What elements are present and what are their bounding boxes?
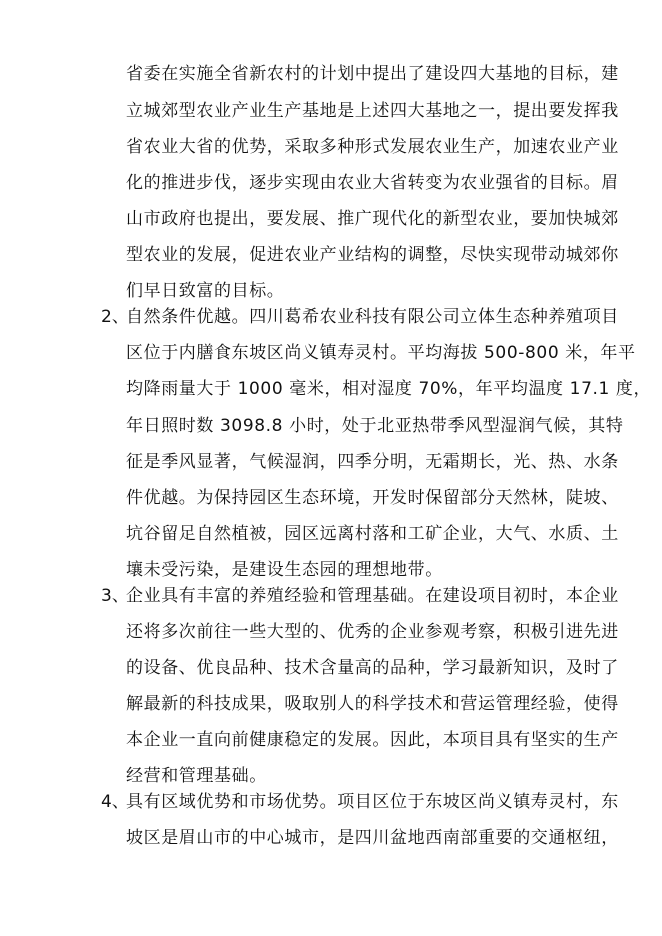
intro-line-4: 化的推进步伐，逐步实现由农业大省转变为农业强省的目标。眉 xyxy=(126,173,619,193)
item-2-line-6: 件优越。为保持园区生态环境，开发时保留部分天然林，陡坡、 xyxy=(126,488,619,508)
item-2-line-5: 征是季风显著，气候湿润，四季分明，无霜期长，光、热、水条 xyxy=(126,452,619,472)
item-2-line-1: 自然条件优越。四川葛希农业科技有限公司立体生态种养殖项目 xyxy=(126,307,619,327)
item-3-line-6: 经营和管理基础。 xyxy=(126,766,267,786)
item-3-line-1: 企业具有丰富的养殖经验和管理基础。在建设项目初时，本企业 xyxy=(126,586,619,606)
item-3-line-4: 解最新的科技成果，吸取别人的科学技术和营运管理经验，使得 xyxy=(126,694,619,714)
intro-line-2: 立城郊型农业产业生产基地是上述四大基地之一，提出要发挥我 xyxy=(126,101,619,121)
item-4-line-1: 具有区域优势和市场优势。项目区位于东坡区尚义镇寿灵村，东 xyxy=(126,792,619,812)
item-3-line-3: 的设备、优良品种、技术含量高的品种，学习最新知识，及时了 xyxy=(126,658,619,678)
item-2-line-7: 坑谷留足自然植被，园区远离村落和工矿企业，大气、水质、土 xyxy=(126,524,619,544)
item-3-line-2: 还将多次前往一些大型的、优秀的企业参观考察，积极引进先进 xyxy=(126,622,619,642)
item-2-number: 2、 xyxy=(101,307,129,327)
item-2-line-8: 壤未受污染，是建设生态园的理想地带。 xyxy=(126,560,443,580)
item-2-line-4: 年日照时数 3098.8 小时，处于北亚热带季风型湿润气候，其特 xyxy=(126,416,624,436)
item-2-line-2: 区位于内膳食东坡区尚义镇寿灵村。平均海拔 500-800 米，年平 xyxy=(126,343,636,363)
item-2-line-3: 均降雨量大于 1000 毫米，相对湿度 70%，年平均温度 17.1 度， xyxy=(126,379,652,399)
intro-line-5: 山市政府也提出，要发展、推广现代化的新型农业，要加快城郊 xyxy=(126,209,619,229)
item-4-number: 4、 xyxy=(101,792,129,812)
intro-line-1: 省委在实施全省新农村的计划中提出了建设四大基地的目标，建 xyxy=(126,64,619,84)
item-3-line-5: 本企业一直向前健康稳定的发展。因此，本项目具有坚实的生产 xyxy=(126,730,619,750)
intro-line-6: 型农业的发展，促进农业产业结构的调整，尽快实现带动城郊你 xyxy=(126,245,619,265)
intro-line-7: 们早日致富的目标。 xyxy=(126,281,285,301)
intro-line-3: 省农业大省的优势，采取多种形式发展农业生产，加速农业产业 xyxy=(126,137,619,157)
item-4-line-2: 坡区是眉山市的中心城市，是四川盆地西南部重要的交通枢纽， xyxy=(126,828,619,848)
item-3-number: 3、 xyxy=(101,586,129,606)
